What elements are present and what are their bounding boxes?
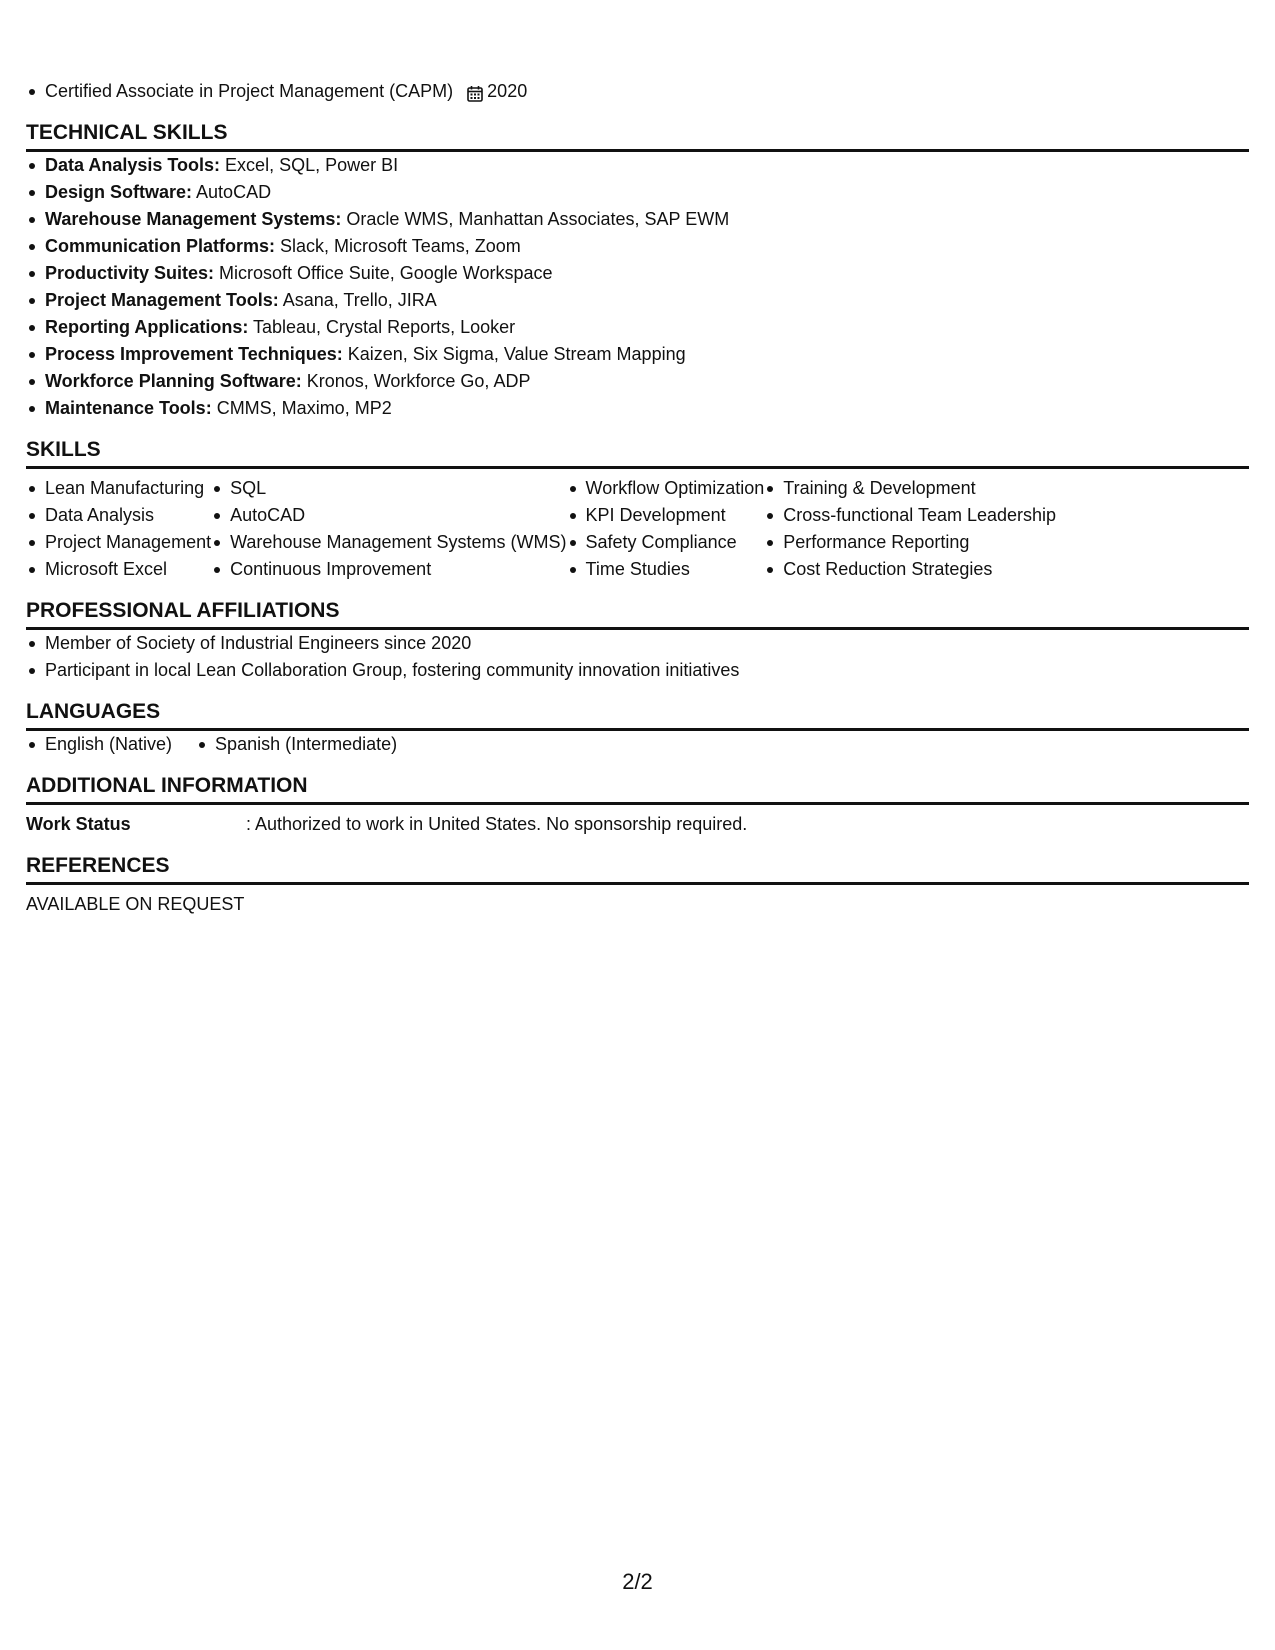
technical-skill-label: Maintenance Tools: — [45, 398, 212, 418]
section-title-skills: SKILLS — [26, 436, 1249, 469]
work-status-row — [26, 811, 1249, 838]
certifications-list — [26, 78, 1249, 105]
technical-skill-item — [26, 233, 1249, 260]
skill-item: Lean Manufacturing — [26, 475, 211, 502]
section-title-professional-affiliations: PROFESSIONAL AFFILIATIONS — [26, 597, 1249, 630]
technical-skill-item — [26, 395, 1249, 422]
skill-item: Time Studies — [567, 556, 765, 583]
skills-column — [211, 475, 566, 583]
certification-year: 2020 — [487, 81, 528, 101]
technical-skill-value: Excel, SQL, Power BI — [220, 155, 399, 175]
skills-grid — [26, 475, 1249, 583]
skills-column — [26, 475, 211, 583]
affiliation-item: Member of Society of Industrial Engineers since 2020 — [26, 630, 1249, 657]
skill-item: Training & Development — [764, 475, 1056, 502]
skill-item: AutoCAD — [211, 502, 566, 529]
skill-item: Cost Reduction Strategies — [764, 556, 1056, 583]
technical-skill-label: Workforce Planning Software: — [45, 371, 302, 391]
section-title-additional-information: ADDITIONAL INFORMATION — [26, 772, 1249, 805]
references-text: AVAILABLE ON REQUEST — [26, 894, 245, 914]
technical-skills-list — [26, 152, 1249, 422]
section-title-languages: LANGUAGES — [26, 698, 1249, 731]
technical-skill-value: Microsoft Office Suite, Google Workspace — [214, 263, 553, 283]
technical-skill-item — [26, 152, 1249, 179]
skill-item: Warehouse Management Systems (WMS) — [211, 529, 566, 556]
technical-skill-value: Kronos, Workforce Go, ADP — [301, 371, 531, 391]
calendar-icon — [467, 83, 483, 100]
technical-skill-label: Warehouse Management Systems: — [45, 209, 342, 229]
resume-page — [26, 78, 1249, 918]
language-item: English (Native) — [26, 731, 172, 758]
technical-skill-value: Asana, Trello, JIRA — [278, 290, 437, 310]
technical-skill-label: Reporting Applications: — [45, 317, 249, 337]
technical-skill-label: Project Management Tools: — [45, 290, 279, 310]
skill-item: Microsoft Excel — [26, 556, 211, 583]
technical-skill-label: Productivity Suites: — [45, 263, 215, 283]
skill-item: Performance Reporting — [764, 529, 1056, 556]
technical-skill-item — [26, 179, 1249, 206]
technical-skill-value: CMMS, Maximo, MP2 — [211, 398, 392, 418]
section-title-references: REFERENCES — [26, 852, 1249, 885]
technical-skill-label: Data Analysis Tools: — [45, 155, 221, 175]
page-number: 2/2 — [622, 1569, 653, 1594]
affiliations-list — [26, 630, 1249, 684]
technical-skill-value: Slack, Microsoft Teams, Zoom — [275, 236, 521, 256]
work-status-value: : Authorized to work in United States. No sponsorship required. — [246, 814, 748, 834]
skills-column — [567, 475, 765, 583]
skill-item: Safety Compliance — [567, 529, 765, 556]
languages-list — [26, 731, 1249, 758]
technical-skill-value: Tableau, Crystal Reports, Looker — [248, 317, 516, 337]
skill-item: Project Management — [26, 529, 211, 556]
technical-skill-item — [26, 314, 1249, 341]
technical-skill-label: Communication Platforms: — [45, 236, 276, 256]
skill-item: Continuous Improvement — [211, 556, 566, 583]
affiliation-item: Participant in local Lean Collaboration Group, fostering community innovation initiatives — [26, 657, 1249, 684]
technical-skill-value: Kaizen, Six Sigma, Value Stream Mapping — [342, 344, 686, 364]
skill-item: Workflow Optimization — [567, 475, 765, 502]
skill-item: SQL — [211, 475, 566, 502]
technical-skill-value: AutoCAD — [192, 182, 272, 202]
skill-item: Cross-functional Team Leadership — [764, 502, 1056, 529]
technical-skill-item — [26, 368, 1249, 395]
language-item: Spanish (Intermediate) — [196, 731, 397, 758]
technical-skill-item — [26, 341, 1249, 368]
technical-skill-item — [26, 260, 1249, 287]
section-title-technical-skills: TECHNICAL SKILLS — [26, 119, 1249, 152]
skills-column — [764, 475, 1056, 583]
skill-item: Data Analysis — [26, 502, 211, 529]
skill-item: KPI Development — [567, 502, 765, 529]
technical-skill-value: Oracle WMS, Manhattan Associates, SAP EWM — [341, 209, 730, 229]
technical-skill-label: Design Software: — [45, 182, 193, 202]
technical-skill-label: Process Improvement Techniques: — [45, 344, 343, 364]
technical-skill-item — [26, 287, 1249, 314]
work-status-label: Work Status — [26, 814, 131, 834]
technical-skill-item — [26, 206, 1249, 233]
certification-item — [26, 78, 1249, 105]
certification-name: Certified Associate in Project Management (CAPM) — [45, 81, 454, 101]
